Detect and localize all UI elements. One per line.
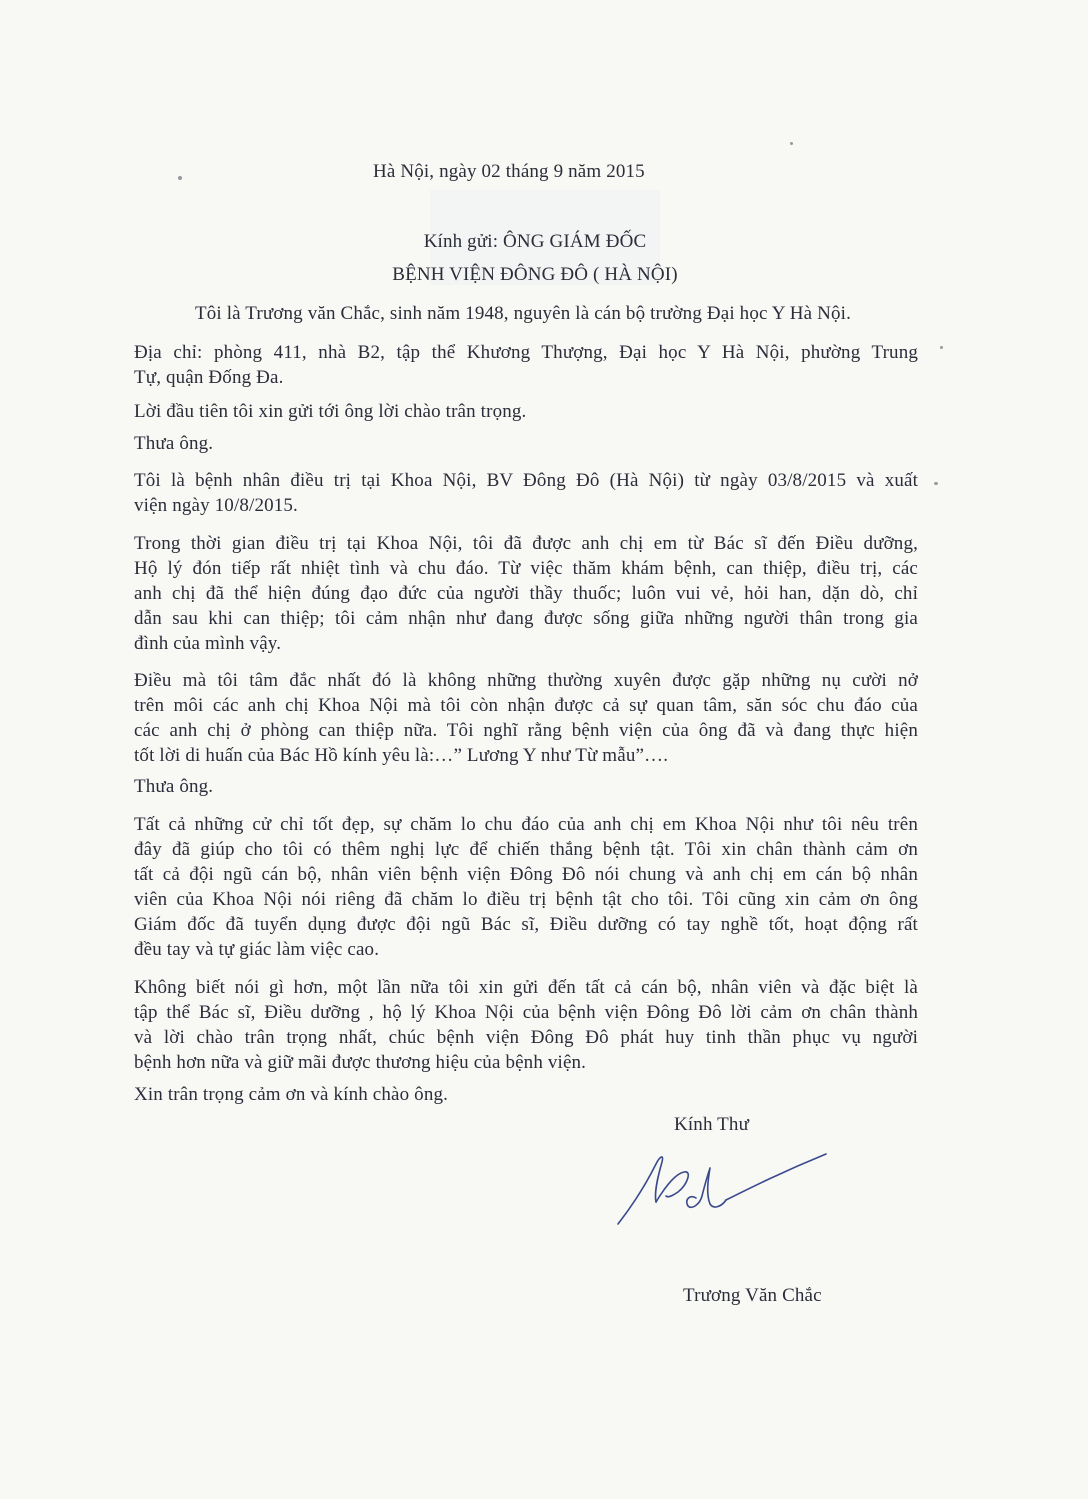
final-paragraph-line: Không biết nói gì hơn, một lần nữa tôi xin gửi đến tất cả cán bộ, nhân viên và đặc biệt là	[134, 977, 918, 998]
scan-speck	[940, 346, 943, 349]
final-paragraph-line: bệnh hơn nữa và giữ mãi được thương hiệu của bệnh viện.	[134, 1052, 587, 1073]
scan-speck	[790, 142, 793, 145]
recipient-line-1: Kính gửi: ÔNG GIÁM ĐỐC	[423, 231, 647, 252]
greeting-line: Lời đầu tiên tôi xin gửi tới ông lời chào trân trọng.	[134, 401, 527, 422]
smiles-paragraph-line: trên môi các anh chị Khoa Nội mà tôi còn nhận được cả sự quan tâm, săn sóc chu đáo của	[134, 695, 918, 716]
signer-name: Trương Văn Chắc	[683, 1285, 822, 1306]
smiles-paragraph-line: tốt lời di huấn của Bác Hồ kính yêu là:…” Lương Y như Từ mẫu”….	[134, 745, 669, 766]
recipient-line-2: BỆNH VIỆN ĐÔNG ĐÔ ( HÀ NỘI)	[392, 264, 678, 285]
patient-paragraph-line: Tôi là bệnh nhân điều trị tại Khoa Nội, BV Đông Đô (Hà Nội) từ ngày 03/8/2015 và xuất	[134, 470, 918, 491]
thanks-paragraph-line: Tất cả những cử chỉ tốt đẹp, sự chăm lo chu đáo của anh chị em Khoa Nội như tôi nêu trên	[134, 814, 918, 835]
scan-speck	[934, 482, 938, 485]
sign-off: Kính Thư	[674, 1114, 750, 1135]
scan-speck	[178, 176, 182, 180]
final-paragraph-line: tập thể Bác sĩ, Điều dưỡng , hộ lý Khoa Nội của bệnh viện Đông Đô lời cảm ơn chân thành	[134, 1002, 918, 1023]
thanks-paragraph-line: tất cả đội ngũ cán bộ, nhân viên bệnh viện Đông Đô nói chung và anh chị em cán bộ nhân	[134, 864, 918, 885]
thanks-paragraph-line: đều tay và tự giác làm việc cao.	[134, 939, 380, 960]
smiles-paragraph-line: Điều mà tôi tâm đắc nhất đó là không những thường xuyên được gặp những nụ cười nở	[134, 670, 918, 691]
handwritten-signature	[610, 1148, 840, 1228]
care-paragraph-line: Trong thời gian điều trị tại Khoa Nội, tôi đã được anh chị em từ Bác sĩ đến Điều dưỡng,	[134, 533, 918, 554]
care-paragraph-line: dẫn sau khi can thiệp; tôi cảm nhận như đang được sống giữa những người thân trong gia	[134, 608, 918, 629]
intro-line: Tôi là Trương văn Chắc, sinh năm 1948, nguyên là cán bộ trường Đại học Y Hà Nội.	[195, 303, 852, 324]
address-line: Địa chỉ: phòng 411, nhà B2, tập thể Khương Thượng, Đại học Y Hà Nội, phường Trung	[134, 342, 918, 363]
date-line: Hà Nội, ngày 02 tháng 9 năm 2015	[373, 161, 645, 182]
care-paragraph-line: đình của mình vậy.	[134, 633, 282, 654]
salutation-line: Thưa ông.	[134, 433, 214, 454]
address-line: Tự, quận Đống Đa.	[134, 367, 284, 388]
final-paragraph-line: và lời chào trân trọng nhất, chúc bệnh viện Đông Đô phát huy tinh thần phục vụ người	[134, 1027, 918, 1048]
thanks-paragraph-line: đây đã giúp cho tôi có thêm nghị lực để chiến thắng bệnh tật. Tôi xin chân thành cảm ơn	[134, 839, 918, 860]
smiles-paragraph-line: các anh chị ở phòng can thiệp nữa. Tôi nghĩ rằng bệnh viện của ông đã và đang thực hiện	[134, 720, 918, 741]
thanks-paragraph-line: viên của Khoa Nội nói riêng đã chăm lo điều trị bệnh tật cho tôi. Tôi cũng xin cảm ơn ông	[134, 889, 918, 910]
care-paragraph-line: anh chị đã thể hiện đúng đạo đức của người thầy thuốc; luôn vui vẻ, hỏi han, dặn dò, chỉ	[134, 583, 918, 604]
closing-line: Xin trân trọng cảm ơn và kính chào ông.	[134, 1084, 449, 1105]
salutation-line: Thưa ông.	[134, 776, 214, 797]
care-paragraph-line: Hộ lý đón tiếp rất nhiệt tình và chu đáo. Từ việc thăm khám bệnh, can thiệp, điều trị, các	[134, 558, 918, 579]
thanks-paragraph-line: Giám đốc đã tuyển dụng được đội ngũ Bác sĩ, Điều dưỡng có tay nghề tốt, hoạt động rất	[134, 914, 918, 935]
patient-paragraph-line: viện ngày 10/8/2015.	[134, 495, 298, 516]
